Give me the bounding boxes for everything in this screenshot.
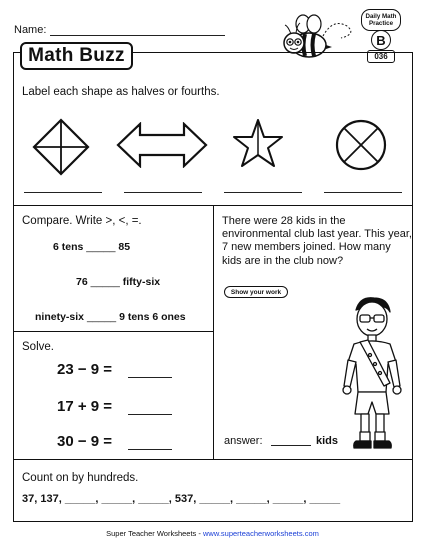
equation-answer-field-2[interactable] [128,414,172,415]
count-sequence[interactable]: 37, 137, _____, _____, _____, 537, _____, _____, _____, _____ [22,493,341,505]
badge-letter: B [371,30,391,50]
name-label: Name: [14,24,47,36]
equation-1: 23 − 9 = [57,361,113,378]
shape-answer-field-1[interactable] [24,192,102,193]
compare-right: 9 tens 6 ones [119,311,186,323]
word-problem-text: There were 28 kids in the environmental club last year. This year, 7 new members joined. How many kids are in the club now? [222,215,412,267]
compare-item [53,241,130,253]
footer-link[interactable]: www.superteacherworksheets.com [202,529,319,538]
daily-math-badge: Daily Math Practice [361,9,401,31]
compare-left: 6 tens [53,241,84,253]
compare-item [35,311,186,323]
shape-answer-field-3[interactable] [224,192,302,193]
compare-blank[interactable]: _____ [86,241,116,253]
compare-right: fifty-six [122,276,161,288]
compare-blank[interactable]: _____ [90,276,120,288]
circle-x-icon [334,118,388,172]
equation-answer-field-1[interactable] [128,377,172,378]
answer-field[interactable] [271,445,311,446]
scout-boy-illustration-icon [330,292,414,460]
compare-blank[interactable]: _____ [86,311,117,323]
answer-unit: kids [316,435,339,447]
shape-answer-field-4[interactable] [324,192,402,193]
shape-answer-field-2[interactable] [124,192,202,193]
divider [213,205,214,459]
footer-text: Super Teacher Worksheets - [106,529,203,538]
answer-label: answer: [224,435,263,447]
compare-title: Compare. Write >, <, =. [22,215,142,227]
equation-2: 17 + 9 = [57,398,113,415]
compare-left: 76 [76,276,88,288]
compare-left: ninety-six [35,311,85,323]
show-work-badge: Show your work [224,286,288,298]
divider [13,331,213,332]
count-title: Count on by hundreds. [22,472,139,484]
diamond-icon [32,118,90,176]
badge-number: 036 [367,50,395,63]
compare-right: 85 [118,241,131,253]
equation-answer-field-3[interactable] [128,449,172,450]
double-arrow-icon [116,122,208,168]
equation-3: 30 − 9 = [57,433,113,450]
shapes-instruction: Label each shape as halves or fourths. [22,86,220,98]
solve-title: Solve. [22,341,54,353]
compare-item [76,276,160,288]
page-title: Math Buzz [20,42,133,70]
name-field[interactable] [50,35,225,36]
footer [0,529,425,538]
star-icon [232,118,284,170]
